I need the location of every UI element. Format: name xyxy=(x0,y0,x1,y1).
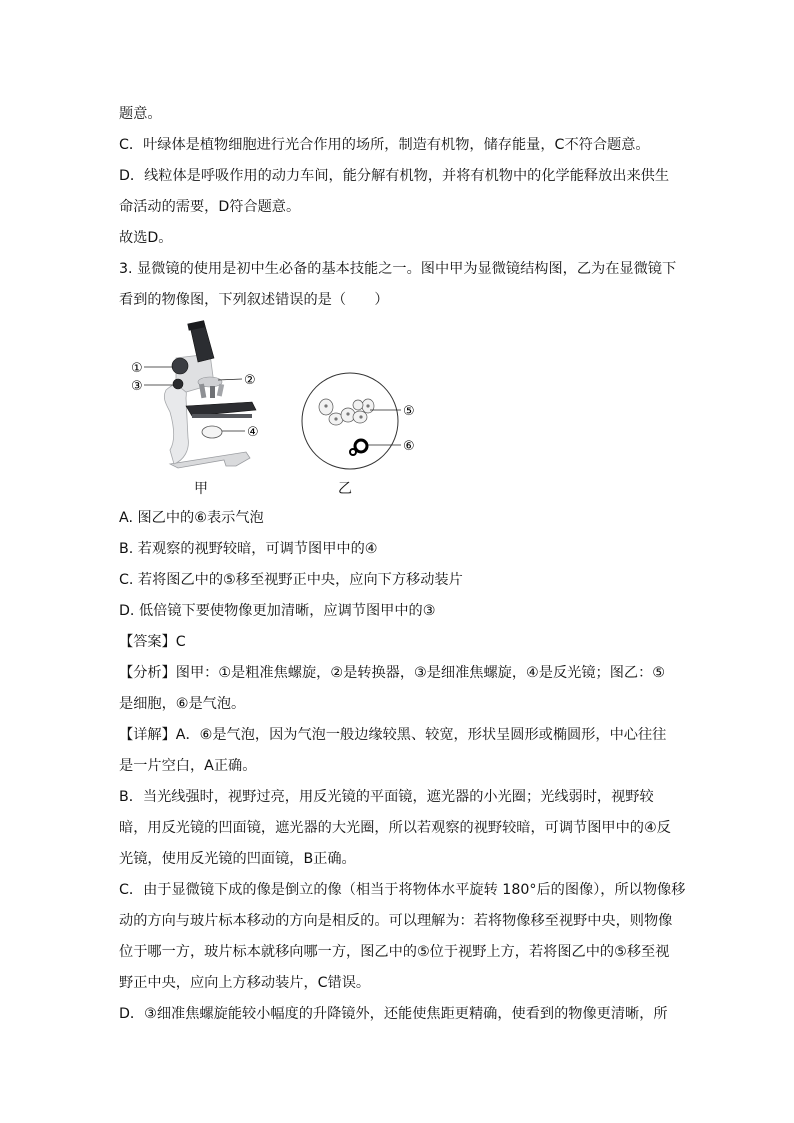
label-4: ④ xyxy=(247,425,259,440)
question-stem: 看到的物像图，下列叙述错误的是（ ） xyxy=(119,292,389,308)
detail-line: C．由于显微镜下成的像是倒立的像（相当于将物体水平旋转 180°后的图像），所以物像移 xyxy=(119,882,686,898)
text-line: 题意。 xyxy=(119,106,162,122)
detail-line: 暗，用反光镜的凹面镜，遮光器的大光圈，所以若观察的视野较暗，可调节图甲中的④反 xyxy=(119,820,671,836)
detail-line: 位于哪一方，玻片标本就移向哪一方，图乙中的⑤位于视野上方，若将图乙中的⑤移至视 xyxy=(119,944,670,960)
detail-line: 【详解】A．⑥是气泡，因为气泡一般边缘较黑、较宽，形状呈圆形或椭圆形，中心往往 xyxy=(119,727,667,743)
microscope-figure xyxy=(118,318,438,498)
label-2: ② xyxy=(244,373,256,388)
caption-yi: 乙 xyxy=(338,481,352,497)
option-a: A. 图乙中的⑥表示气泡 xyxy=(119,510,264,526)
text-line: 命活动的需要，D符合题意。 xyxy=(119,199,301,215)
question-stem: 3. 显微镜的使用是初中生必备的基本技能之一。图中甲为显微镜结构图，乙为在显微镜下 xyxy=(119,261,677,277)
analysis-line: 【分析】图甲：①是粗准焦螺旋，②是转换器，③是细准焦螺旋，④是反光镜；图乙：⑤ xyxy=(119,665,665,681)
analysis-line: 是细胞，⑥是气泡。 xyxy=(119,696,246,712)
label-5: ⑤ xyxy=(403,404,415,419)
caption-jia: 甲 xyxy=(194,481,208,497)
label-3: ③ xyxy=(131,379,143,394)
microscope-drawing xyxy=(144,320,256,468)
label-6: ⑥ xyxy=(403,439,415,454)
detail-line: 光镜，使用反光镜的凹面镜，B正确。 xyxy=(119,851,356,867)
answer: 【答案】C xyxy=(119,634,186,650)
text-line: C．叶绿体是植物细胞进行光合作用的场所，制造有机物，储存能量，C不符合题意。 xyxy=(119,137,650,153)
detail-line: D．③细准焦螺旋能较小幅度的升降镜外，还能使焦距更精确，使看到的物像更清晰，所 xyxy=(119,1006,668,1022)
option-d: D. 低倍镜下要使物像更加清晰，应调节图甲中的③ xyxy=(119,603,436,619)
text-line: D．线粒体是呼吸作用的动力车间，能分解有机物，并将有机物中的化学能释放出来供生 xyxy=(119,168,670,184)
detail-line: 动的方向与玻片标本移动的方向是相反的。可以理解为：若将物像移至视野中央，则物像 xyxy=(119,913,673,929)
text-line: 故选D。 xyxy=(119,230,173,246)
label-1: ① xyxy=(131,361,143,376)
option-c: C. 若将图乙中的⑤移至视野正中央，应向下方移动装片 xyxy=(119,572,463,588)
field-of-view xyxy=(302,373,401,469)
detail-line: 是一片空白，A正确。 xyxy=(119,758,257,774)
detail-line: B．当光线强时，视野过亮，用反光镜的平面镜，遮光器的小光圈；光线弱时，视野较 xyxy=(119,789,654,805)
option-b: B. 若观察的视野较暗，可调节图甲中的④ xyxy=(119,541,378,557)
detail-line: 野正中央，应向上方移动装片，C错误。 xyxy=(119,975,371,991)
question-figure xyxy=(118,318,438,498)
